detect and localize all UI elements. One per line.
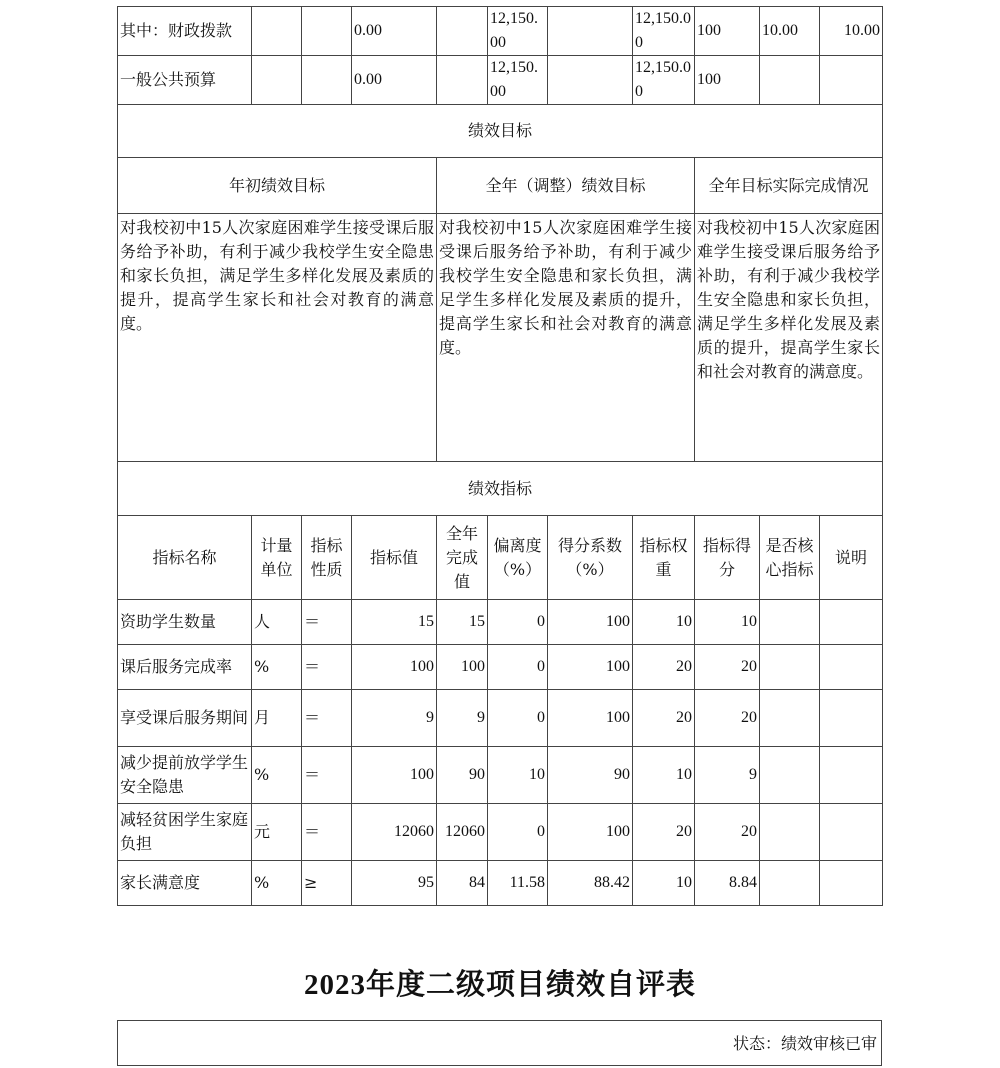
indicator-deviation: 10	[488, 747, 548, 804]
indicator-unit: 元	[252, 804, 302, 861]
funding-row-general	[118, 56, 883, 105]
indicator-name: 减少提前放学学生安全隐患	[118, 747, 252, 804]
goals-section-row	[118, 105, 883, 158]
indicator-coefficient: 88.42	[548, 861, 633, 906]
indicator-score: 20	[695, 645, 760, 690]
indicator-target: 100	[352, 645, 437, 690]
indicator-row	[118, 645, 883, 690]
indicator-unit: %	[252, 861, 302, 906]
indicator-nature: ＝	[302, 804, 352, 861]
indicator-actual: 12060	[437, 804, 488, 861]
funding-cell: 0.00	[352, 56, 437, 105]
goals-text-row	[118, 214, 883, 462]
header-coefficient: 得分系数（%）	[548, 516, 633, 600]
indicator-score: 9	[695, 747, 760, 804]
indicator-actual: 84	[437, 861, 488, 906]
goals-actual-header: 全年目标实际完成情况	[695, 158, 883, 214]
indicator-coefficient: 90	[548, 747, 633, 804]
funding-label: 一般公共预算	[118, 56, 252, 105]
header-target: 指标值	[352, 516, 437, 600]
indicator-target: 100	[352, 747, 437, 804]
indicator-nature: ＝	[302, 645, 352, 690]
indicator-nature: ＝	[302, 747, 352, 804]
indicator-deviation: 0	[488, 804, 548, 861]
indicator-score: 20	[695, 804, 760, 861]
indicator-nature: ≥	[302, 861, 352, 906]
header-weight: 指标权重	[633, 516, 695, 600]
header-deviation: 偏离度（%）	[488, 516, 548, 600]
indicator-note	[820, 645, 883, 690]
funding-cell: 12,150.00	[488, 56, 548, 105]
indicator-weight: 10	[633, 861, 695, 906]
page-title: 2023年度二级项目绩效自评表	[303, 969, 696, 1001]
indicator-actual: 100	[437, 645, 488, 690]
indicator-row	[118, 747, 883, 804]
indicator-note	[820, 690, 883, 747]
header-note: 说明	[820, 516, 883, 600]
funding-cell: 0.00	[352, 7, 437, 56]
status-box	[117, 1020, 882, 1066]
indicator-weight: 10	[633, 747, 695, 804]
indicator-actual: 9	[437, 690, 488, 747]
header-indicator-name: 指标名称	[118, 516, 252, 600]
indicator-deviation: 0	[488, 645, 548, 690]
goals-initial-text: 对我校初中15人次家庭困难学生接受课后服务给予补助，有利于减少我校学生安全隐患和家长负担，满足学生多样化发展及素质的提升，提高学生家长和社会对教育的满意度。	[118, 214, 437, 462]
indicator-name: 资助学生数量	[118, 600, 252, 645]
funding-cell: 12,150.00	[633, 7, 695, 56]
indicator-target: 9	[352, 690, 437, 747]
funding-cell	[437, 7, 488, 56]
funding-row-fiscal	[118, 7, 883, 56]
header-score: 指标得分	[695, 516, 760, 600]
header-nature: 指标性质	[302, 516, 352, 600]
indicator-coefficient: 100	[548, 690, 633, 747]
indicator-weight: 20	[633, 645, 695, 690]
indicator-weight: 20	[633, 804, 695, 861]
indicator-actual: 15	[437, 600, 488, 645]
funding-cell: 10.00	[760, 7, 820, 56]
indicator-coefficient: 100	[548, 804, 633, 861]
goals-adjusted-text: 对我校初中15人次家庭困难学生接受课后服务给予补助，有利于减少我校学生安全隐患和家长负担，满足学生多样化发展及素质的提升，提高学生家长和社会对教育的满意度。	[437, 214, 695, 462]
indicators-section-row	[118, 462, 883, 516]
header-core: 是否核心指标	[760, 516, 820, 600]
funding-cell	[302, 7, 352, 56]
funding-cell	[548, 7, 633, 56]
funding-cell	[252, 7, 302, 56]
indicator-deviation: 11.58	[488, 861, 548, 906]
indicator-core	[760, 690, 820, 747]
goals-actual-text: 对我校初中15人次家庭困难学生接受课后服务给予补助，有利于减少我校学生安全隐患和家长负担，满足学生多样化发展及素质的提升，提高学生家长和社会对教育的满意度。	[695, 214, 883, 462]
goals-initial-header: 年初绩效目标	[118, 158, 437, 214]
indicator-unit: %	[252, 747, 302, 804]
funding-cell	[548, 56, 633, 105]
indicator-target: 12060	[352, 804, 437, 861]
indicator-name: 课后服务完成率	[118, 645, 252, 690]
funding-cell	[820, 56, 883, 105]
indicator-core	[760, 861, 820, 906]
indicator-nature: ＝	[302, 600, 352, 645]
indicator-unit: 月	[252, 690, 302, 747]
indicator-row	[118, 690, 883, 747]
indicator-coefficient: 100	[548, 645, 633, 690]
funding-cell: 10.00	[820, 7, 883, 56]
indicators-section-title: 绩效指标	[118, 462, 883, 516]
indicator-score: 10	[695, 600, 760, 645]
indicator-nature: ＝	[302, 690, 352, 747]
indicator-target: 15	[352, 600, 437, 645]
indicator-unit: %	[252, 645, 302, 690]
funding-cell	[252, 56, 302, 105]
indicator-coefficient: 100	[548, 600, 633, 645]
indicator-actual: 90	[437, 747, 488, 804]
funding-cell	[760, 56, 820, 105]
funding-cell	[437, 56, 488, 105]
indicator-weight: 10	[633, 600, 695, 645]
goals-adjusted-header: 全年（调整）绩效目标	[437, 158, 695, 214]
indicators-header-row	[118, 516, 883, 600]
indicator-row	[118, 804, 883, 861]
indicator-weight: 20	[633, 690, 695, 747]
indicator-deviation: 0	[488, 690, 548, 747]
indicator-score: 8.84	[695, 861, 760, 906]
status-text: 状态：绩效审核已审	[732, 1034, 877, 1053]
indicator-note	[820, 747, 883, 804]
header-unit: 计量单位	[252, 516, 302, 600]
indicator-note	[820, 804, 883, 861]
indicator-row	[118, 861, 883, 906]
indicator-deviation: 0	[488, 600, 548, 645]
funding-cell: 12,150.00	[488, 7, 548, 56]
funding-cell: 12,150.00	[633, 56, 695, 105]
goals-section-title: 绩效目标	[118, 105, 883, 158]
indicator-note	[820, 861, 883, 906]
indicator-core	[760, 645, 820, 690]
indicator-score: 20	[695, 690, 760, 747]
indicator-target: 95	[352, 861, 437, 906]
indicator-unit: 人	[252, 600, 302, 645]
funding-label: 其中：财政拨款	[118, 7, 252, 56]
indicator-name: 家长满意度	[118, 861, 252, 906]
indicator-core	[760, 600, 820, 645]
goals-header-row	[118, 158, 883, 214]
funding-cell: 100	[695, 7, 760, 56]
indicator-note	[820, 600, 883, 645]
indicator-row	[118, 600, 883, 645]
funding-cell	[302, 56, 352, 105]
header-actual: 全年完成值	[437, 516, 488, 600]
indicator-name: 享受课后服务期间	[118, 690, 252, 747]
indicator-core	[760, 747, 820, 804]
evaluation-table	[117, 6, 883, 906]
indicator-core	[760, 804, 820, 861]
funding-cell: 100	[695, 56, 760, 105]
indicator-name: 减轻贫困学生家庭负担	[118, 804, 252, 861]
